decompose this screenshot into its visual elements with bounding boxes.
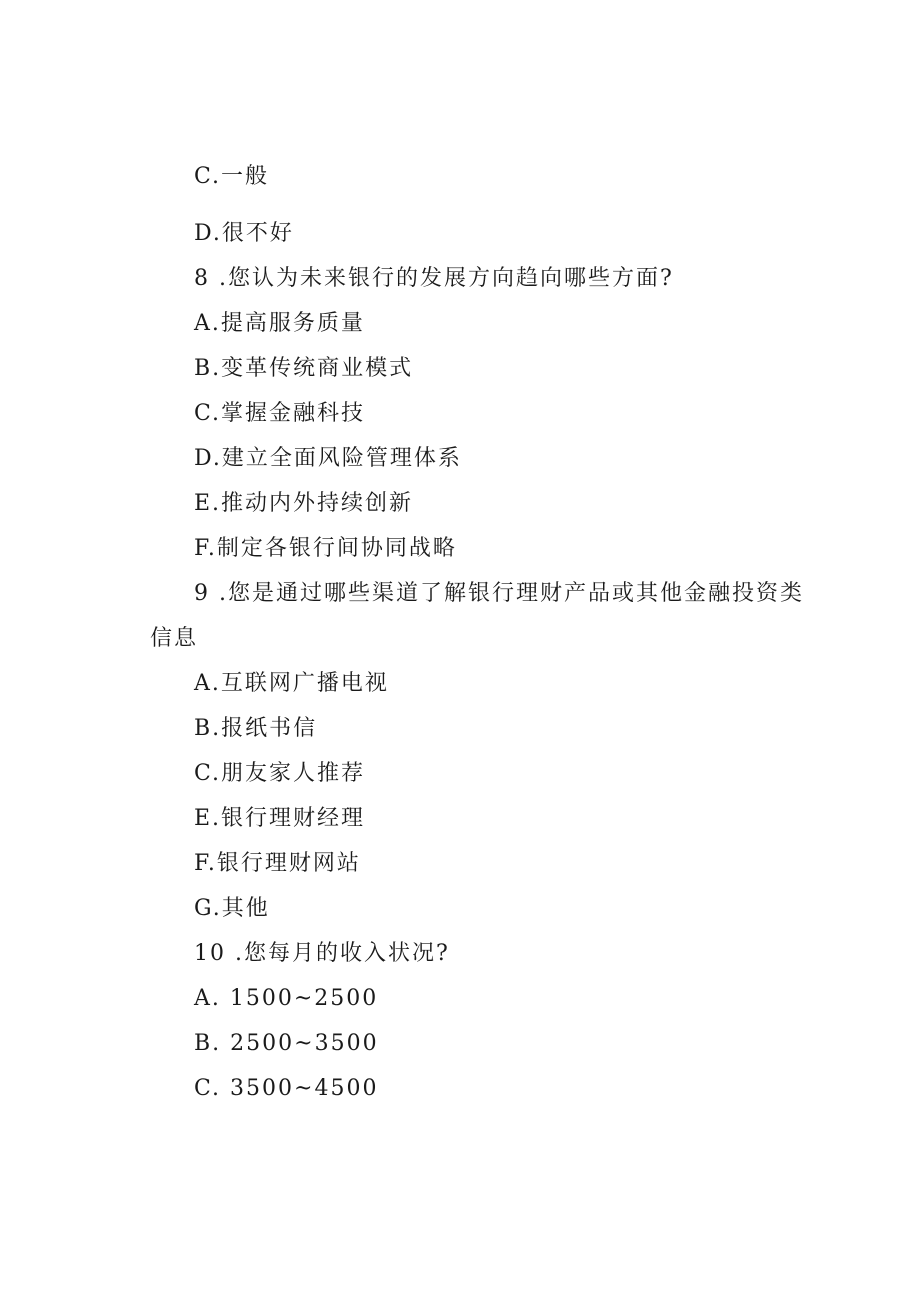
q8-option-b: B.变革传统商业模式 [194,356,414,381]
q7-option-d: D.很不好 [194,221,294,246]
q10-option-c: C. 3500~4500 [194,1076,379,1101]
q10-option-a: A. 1500~2500 [194,986,379,1011]
q8-option-d: D.建立全面风险管理体系 [194,446,462,471]
q10-option-b: B. 2500~3500 [194,1031,379,1056]
q10-question: 10 .您每月的收入状况? [194,941,450,966]
q8-option-a: A.提高服务质量 [194,311,365,336]
q8-question: 8 .您认为未来银行的发展方向趋向哪些方面? [194,266,674,291]
q9-question-line2: 信息 [150,626,199,651]
q8-option-f: F.制定各银行间协同战略 [194,536,457,561]
q8-option-e: E.推动内外持续创新 [194,491,414,516]
q7-option-c: C.一般 [194,164,270,189]
q9-option-c: C.朋友家人推荐 [194,761,366,786]
q9-option-f: F.银行理财网站 [194,851,361,876]
q8-option-c: C.掌握金融科技 [194,401,366,426]
q9-question-line1: 9 .您是通过哪些渠道了解银行理财产品或其他金融投资类 [194,581,804,606]
q9-option-g: G.其他 [194,896,270,921]
q9-option-b: B.报纸书信 [194,716,318,741]
q9-option-a: A.互联网广播电视 [194,671,389,696]
q9-option-e: E.银行理财经理 [194,806,366,831]
